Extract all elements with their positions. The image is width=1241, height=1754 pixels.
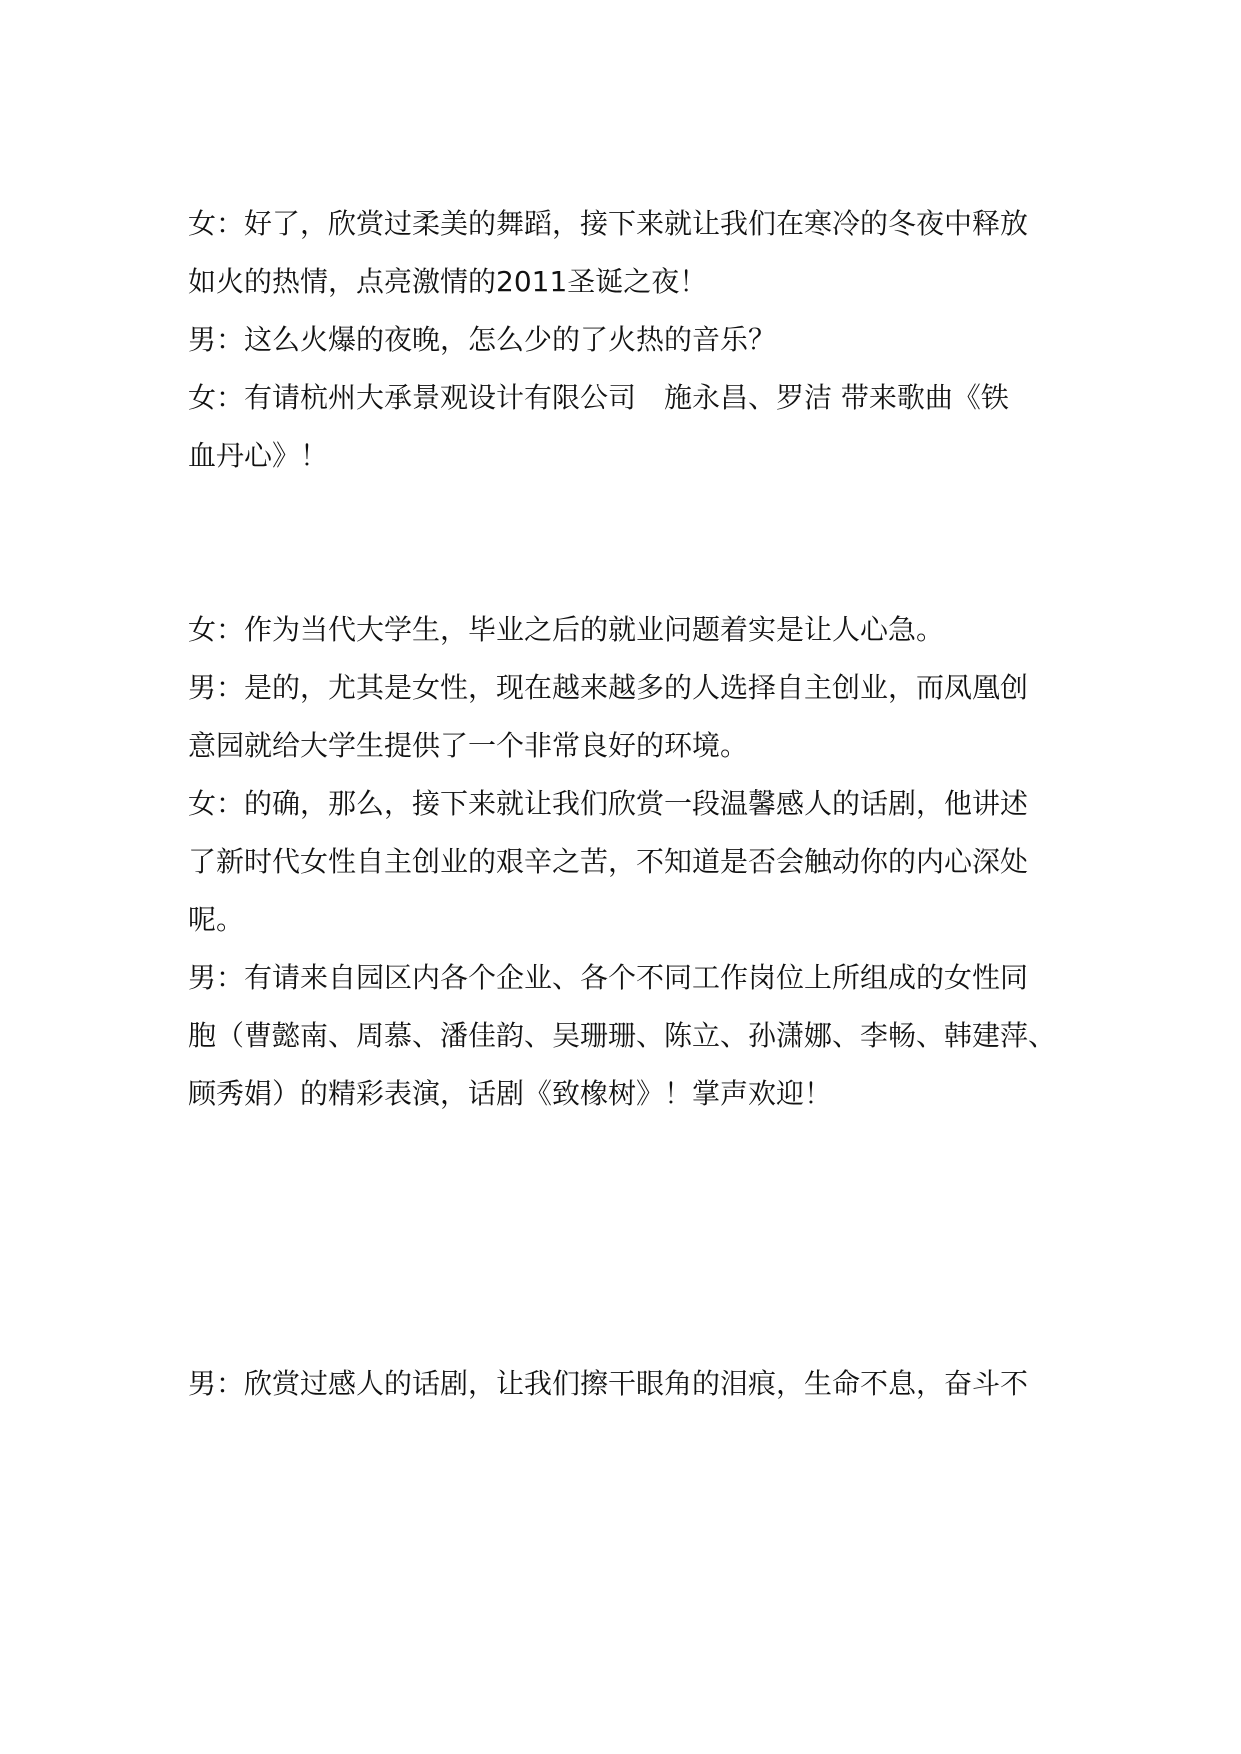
text-line: 女：作为当代大学生，毕业之后的就业问题着实是让人心急。	[188, 613, 945, 646]
text-line: 意园就给大学生提供了一个非常良好的环境。	[188, 729, 749, 762]
text-line: 男：欣赏过感人的话剧，让我们擦干眼角的泪痕，生命不息，奋斗不	[188, 1367, 1029, 1400]
text-line: 顾秀娟）的精彩表演，话剧《致橡树》！掌声欢迎！	[188, 1077, 833, 1110]
text-line: 血丹心》！	[188, 439, 329, 472]
text-line: 男：这么火爆的夜晚，怎么少的了火热的音乐？	[188, 323, 777, 356]
text-line: 男：有请来自园区内各个企业、各个不同工作岗位上所组成的女性同	[188, 961, 1029, 994]
text-line: 男：是的，尤其是女性，现在越来越多的人选择自主创业，而凤凰创	[188, 671, 1029, 704]
text-line: 女：有请杭州大承景观设计有限公司 施永昌、罗洁 带来歌曲《铁	[188, 381, 1009, 414]
text-line: 胞（曹懿南、周慕、潘佳韵、吴珊珊、陈立、孙潇娜、李畅、韩建萍、	[188, 1019, 1057, 1052]
text-line: 了新时代女性自主创业的艰辛之苦，不知道是否会触动你的内心深处	[188, 845, 1029, 878]
text-line: 呢。	[188, 903, 245, 936]
text-line: 女：好了，欣赏过柔美的舞蹈，接下来就让我们在寒冷的冬夜中释放	[188, 207, 1029, 240]
text-line: 如火的热情，点亮激情的2011圣诞之夜！	[188, 265, 708, 298]
text-line: 女：的确，那么，接下来就让我们欣赏一段温馨感人的话剧，他讲述	[188, 787, 1029, 820]
